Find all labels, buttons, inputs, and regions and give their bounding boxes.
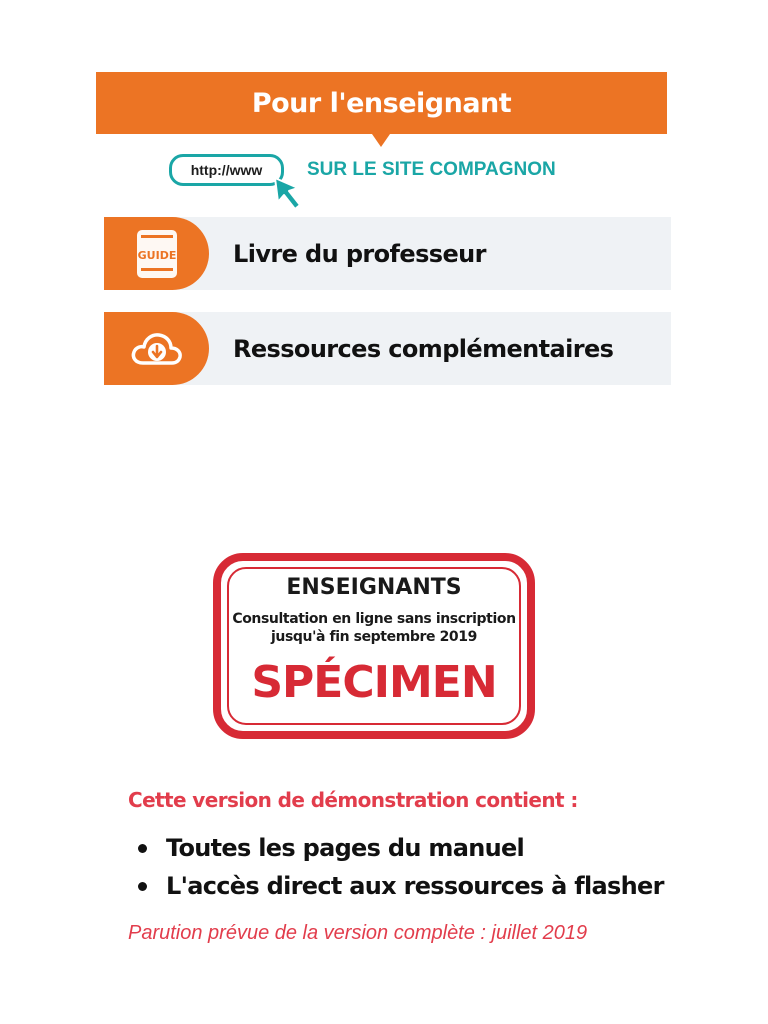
download-tab: [104, 312, 209, 385]
feature-list: [138, 830, 664, 906]
resource-label: Livre du professeur: [233, 239, 486, 268]
banner-title: Pour l'enseignant: [251, 87, 512, 119]
stamp-line-1: Consultation en ligne sans inscription: [232, 611, 516, 627]
cursor-arrow-icon: [272, 175, 312, 215]
banner-pointer: [372, 134, 390, 147]
list-item-text: Toutes les pages du manuel: [166, 834, 525, 862]
cloud-download-icon: [129, 329, 185, 369]
resource-label: Ressources complémentaires: [233, 334, 614, 363]
bullet-icon: [138, 844, 147, 853]
bullet-icon: [138, 882, 147, 891]
release-note: Parution prévue de la version complète : juillet 2019: [128, 922, 588, 944]
companion-url-pill[interactable]: [169, 154, 284, 186]
list-item-text: L'accès direct aux ressources à flasher: [166, 872, 664, 900]
url-label: http://www: [190, 162, 263, 178]
stamp-specimen-mark: SPÉCIMEN: [251, 657, 497, 708]
guide-icon-text: GUIDE: [137, 248, 176, 262]
companion-site-link[interactable]: SUR LE SITE COMPAGNON: [307, 159, 556, 180]
teacher-banner: [96, 72, 667, 134]
list-item: [138, 868, 664, 906]
resource-teacher-book[interactable]: [104, 217, 671, 290]
resource-extra-materials[interactable]: [104, 312, 671, 385]
guide-tab: [104, 217, 209, 290]
stamp-line-2: jusqu'à fin septembre 2019: [271, 629, 477, 645]
list-item: [138, 830, 664, 868]
guide-book-icon: [135, 228, 179, 280]
stamp-title: ENSEIGNANTS: [286, 575, 462, 600]
specimen-stamp: [213, 553, 535, 739]
demo-heading: Cette version de démonstration contient :: [128, 788, 578, 812]
